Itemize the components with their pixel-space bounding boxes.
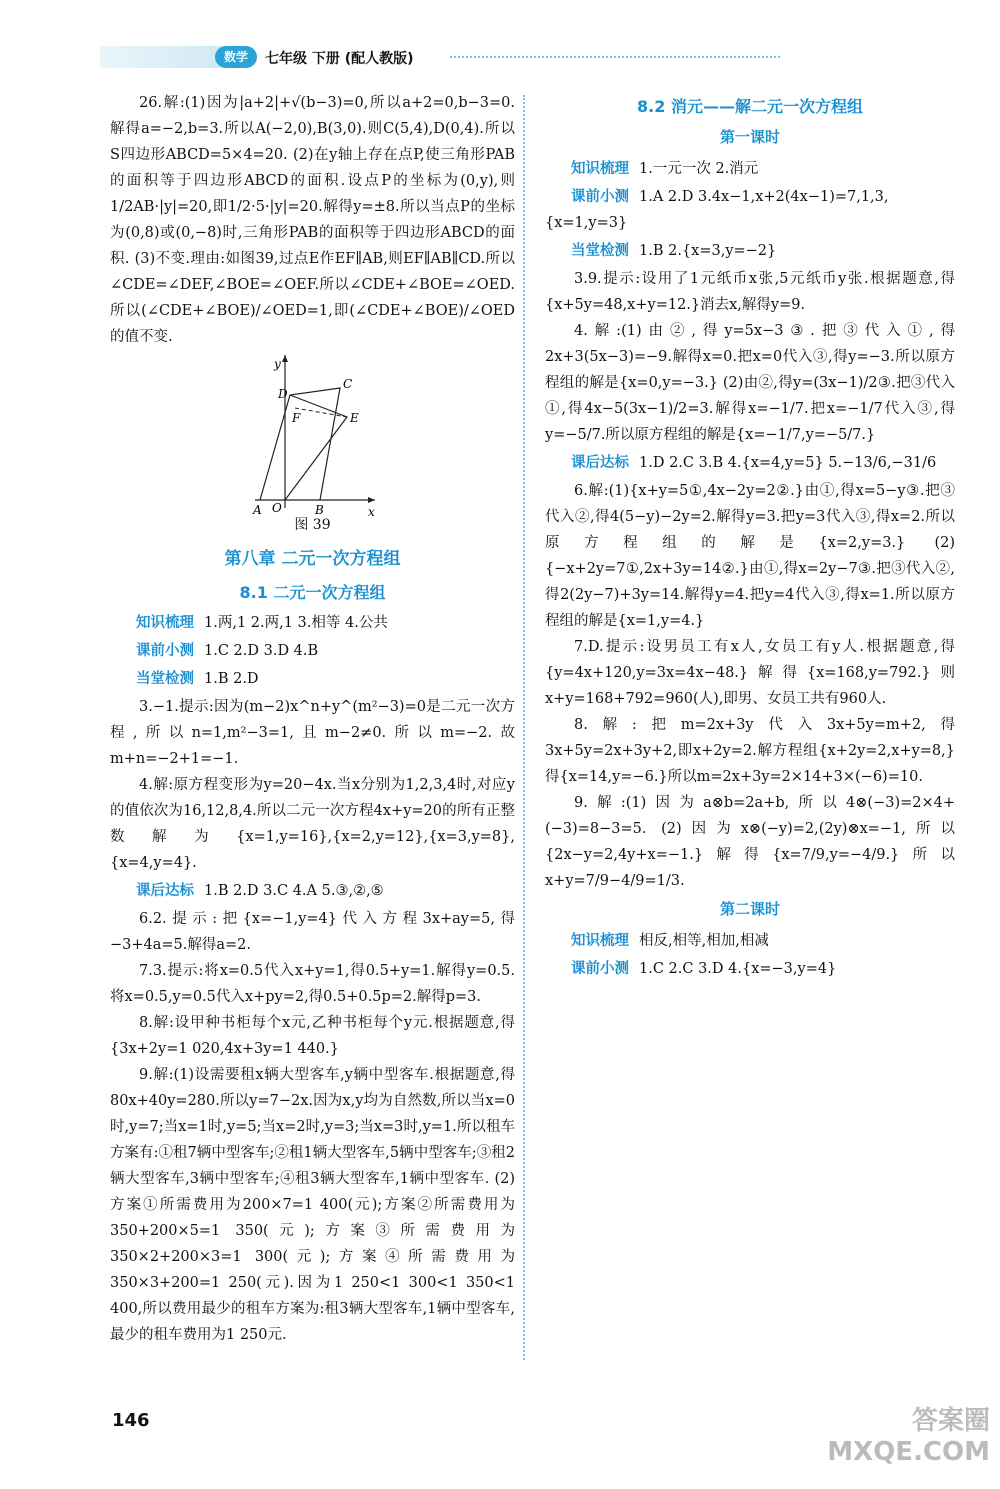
- row-label: 知识梳理: [136, 615, 194, 631]
- header-dotted-line: [450, 56, 780, 58]
- fig-label-y: y: [274, 357, 281, 371]
- row-text: 相反,相等,相加,相减: [639, 933, 769, 949]
- lesson-1-title: 第一课时: [719, 128, 780, 146]
- fig-label-A: A: [253, 503, 262, 517]
- answer-7: 7.D.提示:设男员工有x人,女员工有y人.根据题意,得{y=4x+120,y=3x=4x−48.}解得{x=168,y=792.}则x+y=168+792=960(人),即男、女员工共有960人.: [545, 639, 955, 707]
- figure-caption: 图 39: [294, 517, 331, 533]
- row-zhishi: [545, 156, 955, 182]
- watermark-logo: 答案圈 MXQE.COM: [827, 1406, 990, 1467]
- row-text: 1.B 2.{x=3,y=−2}: [639, 243, 777, 259]
- row-text: 1.一元一次 2.消元: [639, 161, 759, 177]
- row-text: 1.两,1 2.两,1 3.相等 4.公共: [204, 615, 388, 631]
- answer-6: 6.解:(1){x+y=5①,4x−2y=2②.}由①,得x=5−y③.把③代入②,得4(5−y)−2y=2.解得y=3.把y=3代入③,得x=2.所以原方程组的解是{x=2,y=3.} (2){−x+2y=7①,2x+3y=14②.}由①,得x=2y−7③.把③代入②,得2(2y−7)+3y=14.解得y=4.把y=4代入③,得x=1.所以原方程组的解是{x=1,y=4.}: [545, 483, 955, 629]
- row-label: 课前小测: [136, 643, 194, 659]
- row-label: 课前小测: [571, 961, 629, 977]
- row-zhishi: [110, 610, 515, 636]
- row-text: 1.D 2.C 3.B 4.{x=4,y=5} 5.−13/6,−31/6: [639, 455, 937, 471]
- row-kq-2: [545, 956, 955, 982]
- answer-3: 3.9.提示:设用了1元纸币x张,5元纸币y张.根据题意,得{x+5y=48,x+y=12.}消去x,解得y=9.: [545, 271, 955, 313]
- fig-label-E: E: [350, 411, 359, 425]
- row-label: 课后达标: [571, 455, 629, 471]
- section-title-8-1: 8.1 二元一次方程组: [239, 583, 386, 602]
- header-decoration: [100, 46, 230, 68]
- chapter-title: 第八章 二元一次方程组: [224, 549, 401, 569]
- lesson-2-title: 第二课时: [719, 900, 780, 918]
- fig-label-O: O: [272, 501, 282, 515]
- answer-26: 26.解:(1)因为|a+2|+√(b−3)=0,所以a+2=0,b−3=0.解得a=−2,b=3.所以A(−2,0),B(3,0).则C(5,4),D(0,4).所以S四边形ABCD=5×4=20. (2)在y轴上存在点P,使三角形PAB的面积等于四边形ABCD的面积.设点P的坐标为(0,y),则1/2AB·|y|=20,即1/2·5·|y|=20.解得y=±8.所以当点P的坐标为(0,8)或(0,−8)时,三角形PAB的面积等于四边形ABCD的面积. (3)不变.理由:如图39,过点E作EF∥AB,则EF∥AB∥CD.所以∠CDE=∠DEF,∠BOE=∠OEF.所以∠CDE+∠BOE=∠OED.所以(∠CDE+∠BOE)/∠OED=1,即(∠CDE+∠BOE)/∠OED的值不变.: [110, 95, 515, 345]
- answer-7: 7.3.提示:将x=0.5代入x+y=1,得0.5+y=1.解得y=0.5.将x=0.5,y=0.5代入x+py=2,得0.5+0.5p=2.解得p=3.: [110, 963, 515, 1005]
- section-title-8-2: 8.2 消元——解二元一次方程组: [637, 97, 863, 116]
- page-header: [100, 38, 840, 74]
- fig-label-F: F: [292, 411, 301, 425]
- right-column: [545, 90, 955, 984]
- row-label: 当堂检测: [136, 671, 194, 687]
- fig-label-x: x: [368, 505, 375, 519]
- row-text: 1.C 2.D 3.D 4.B: [204, 643, 319, 659]
- row-zhishi-2: [545, 928, 955, 954]
- answer-3: 3.−1.提示:因为(m−2)x^n+y^(m²−3)=0是二元一次方程,所以n=1,m²−3=1,且m−2≠0.所以m=−2.故m+n=−2+1=−1.: [110, 699, 515, 767]
- fig-label-D: D: [278, 387, 288, 401]
- left-column: [110, 90, 515, 1348]
- row-text: 1.A 2.D 3.4x−1,x+2(4x−1)=7,1,3,{x=1,y=3}: [545, 189, 889, 231]
- answer-4: 4.解:(1)由②,得y=5x−3③.把③代入①,得2x+3(5x−3)=−9.解得x=0.把x=0代入③,得y=−3.所以原方程组的解是{x=0,y=−3.} (2)由②,得y=(3x−1)/2③.把③代入①,得4x−5(3x−1)/2=3.解得x=−1/7.把x=−1/7代入③,得y=−5/7.所以原方程组的解是{x=−1/7,y=−5/7.}: [545, 323, 955, 443]
- row-text: 1.C 2.C 3.D 4.{x=−3,y=4}: [639, 961, 837, 977]
- row-kh: [110, 878, 515, 904]
- row-text: 1.B 2.D: [204, 671, 259, 687]
- book-title: 七年级 下册 (配人教版): [265, 51, 414, 67]
- row-text: 1.B 2.D 3.C 4.A 5.③,②,⑤: [204, 883, 384, 899]
- row-label: 知识梳理: [571, 161, 629, 177]
- row-label: 课前小测: [571, 189, 629, 205]
- coordinate-figure: [110, 350, 515, 519]
- answer-6: 6.2.提示:把{x=−1,y=4}代入方程3x+ay=5,得−3+4a=5.解得a=2.: [110, 911, 515, 953]
- row-label: 知识梳理: [571, 933, 629, 949]
- subject-badge: 数学: [215, 46, 257, 68]
- row-kh: [545, 450, 955, 476]
- answer-9: 9.解:(1)因为a⊗b=2a+b,所以4⊗(−3)=2×4+(−3)=8−3=5. (2)因为x⊗(−y)=2,(2y)⊗x=−1,所以{2x−y=2,4y+x=−1.}解得{x=7/9,y=−4/9.}所以x+y=7/9−4/9=1/3.: [545, 795, 955, 889]
- answer-9: 9.解:(1)设需要租x辆大型客车,y辆中型客车.根据题意,得80x+40y=280.所以y=7−2x.因为x,y均为自然数,所以当x=0时,y=7;当x=1时,y=5;当x=2时,y=3;当x=3时,y=1.所以租车方案有:①租7辆中型客车;②租1辆大型客车,5辆中型客车;③租2辆大型客车,3辆中型客车;④租3辆大型客车,1辆中型客车. (2)方案①所需费用为200×7=1 400(元);方案②所需费用为350+200×5=1 350(元);方案③所需费用为350×2+200×3=1 300(元);方案④所需费用为350×3+200=1 250(元).因为1 250<1 300<1 350<1 400,所以费用最少的租车方案为:租3辆大型客车,1辆中型客车,最少的租车费用为1 250元.: [110, 1067, 515, 1343]
- row-dt: [110, 666, 515, 692]
- row-kq: [110, 638, 515, 664]
- column-separator: [523, 95, 525, 1360]
- row-kq: [545, 184, 955, 236]
- answer-8: 8.解:设甲种书柜每个x元,乙种书柜每个y元.根据题意,得{3x+2y=1 020,4x+3y=1 440.}: [110, 1015, 515, 1057]
- answer-8: 8.解:把m=2x+3y代入3x+5y=m+2,得3x+5y=2x+3y+2,即x+2y=2.解方程组{x+2y=2,x+y=8,}得{x=14,y=−6.}所以m=2x+3y=2×14+3×(−6)=10.: [545, 717, 955, 785]
- row-label: 课后达标: [136, 883, 194, 899]
- answer-4: 4.解:原方程变形为y=20−4x.当x分别为1,2,3,4时,对应y的值依次为16,12,8,4.所以二元一次方程4x+y=20的所有正整数解为{x=1,y=16},{x=2,y=12},{x=3,y=8},{x=4,y=4}.: [110, 777, 515, 871]
- figure-39: [110, 350, 515, 519]
- page-number: 146: [112, 1410, 150, 1431]
- row-label: 当堂检测: [571, 243, 629, 259]
- row-dt: [545, 238, 955, 264]
- fig-label-C: C: [343, 377, 353, 391]
- fig-label-B: B: [315, 503, 324, 517]
